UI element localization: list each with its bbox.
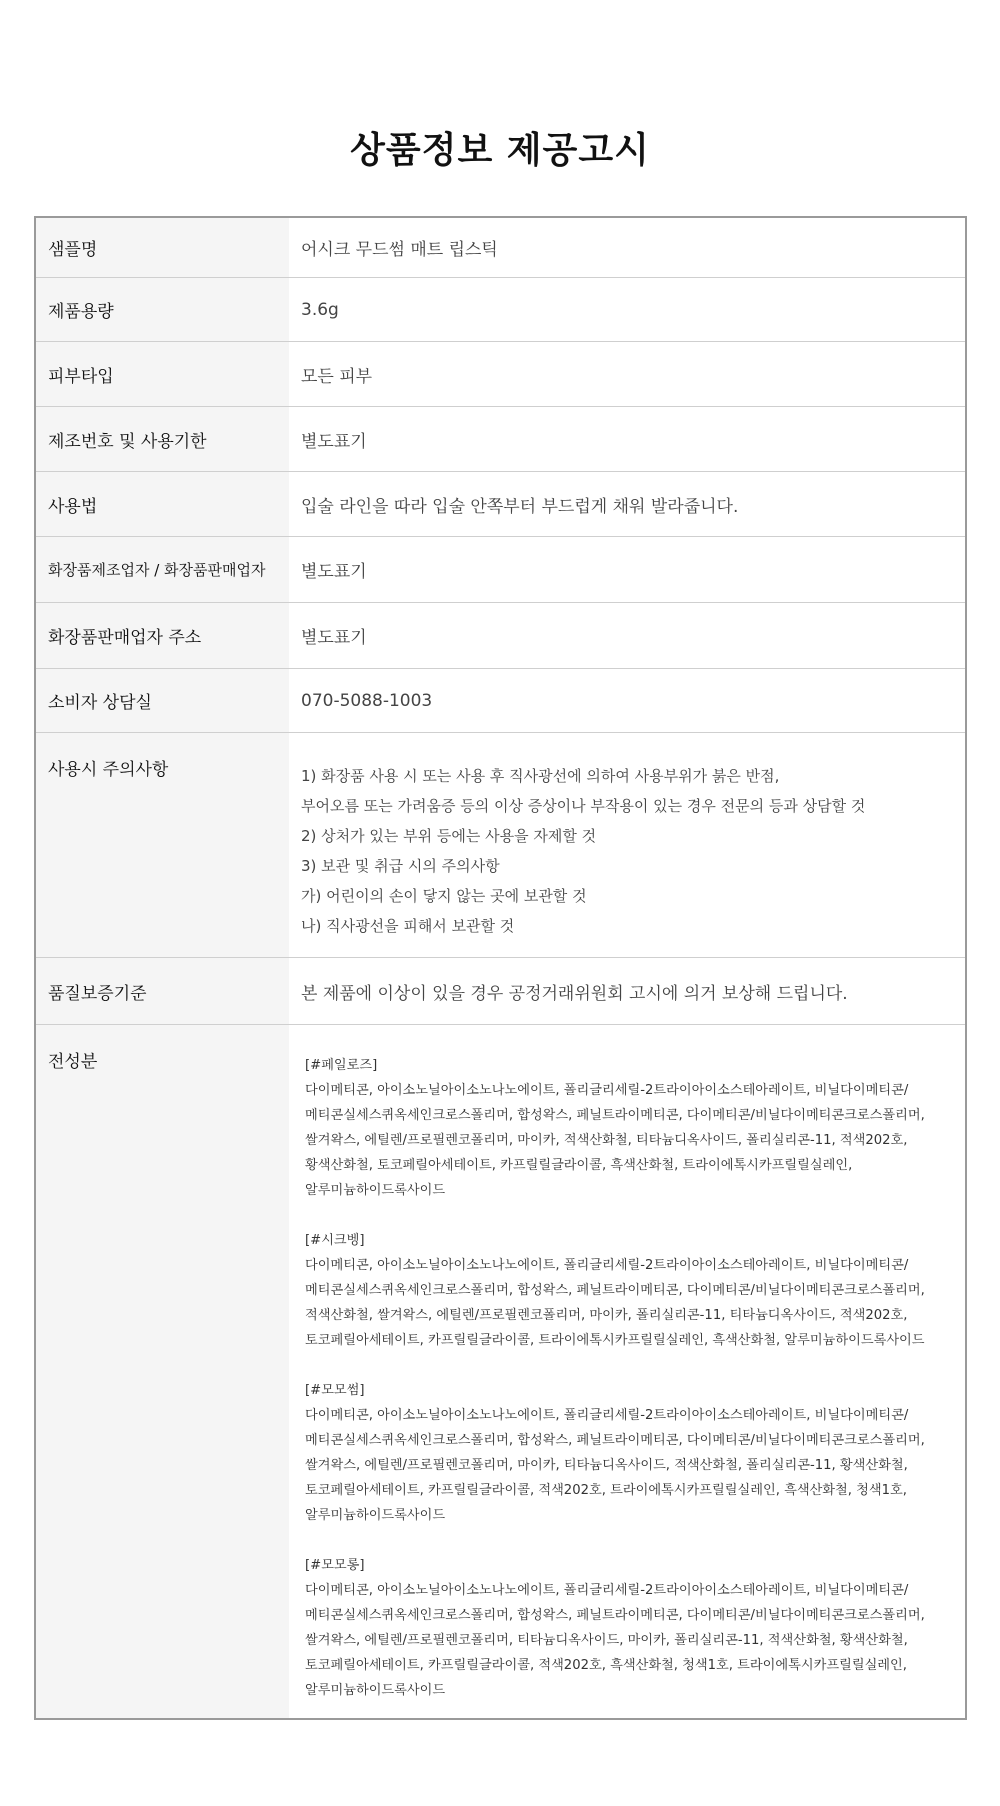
ingredient-block-momo-rong (301, 1553, 925, 1703)
row-label-skin-type: 피부타입 (36, 342, 289, 407)
ingredient-line: 쌀겨왁스, 에틸렌/프로필렌코폴리머, 마이카, 티타늄디옥사이드, 적색산화철, 폴리실리콘-11, 황색산화철, (305, 1458, 908, 1473)
row-value-usage: 입술 라인을 따라 입술 안쪽부터 부드럽게 채워 발라줍니다. (289, 472, 965, 537)
ingredient-block-momo-some (301, 1378, 925, 1528)
ingredient-shade-name: [#페일로즈] (305, 1058, 378, 1073)
ingredient-line: 알루미늄하이드록사이드 (305, 1508, 446, 1523)
caution-line: 나) 직사광선을 피해서 보관할 것 (301, 917, 515, 935)
ingredient-line: 쌀겨왁스, 에틸렌/프로필렌코폴리머, 마이카, 적색산화철, 티타늄디옥사이드, 폴리실리콘-11, 적색202호, (305, 1133, 908, 1148)
caution-line: 부어오름 또는 가려움증 등의 이상 증상이나 부작용이 있는 경우 전문의 등과 상담할 것 (301, 797, 866, 815)
ingredient-line: 토코페릴아세테이트, 카프릴릴글라이콜, 적색202호, 트라이에톡시카프릴릴실레인, 흑색산화철, 청색1호, (305, 1483, 907, 1498)
row-label-quality: 품질보증기준 (36, 958, 289, 1025)
row-value-capacity: 3.6g (289, 278, 965, 342)
ingredient-line: 메티콘실세스퀴옥세인크로스폴리머, 합성왁스, 페닐트라이메티콘, 다이메티콘/비닐다이메티콘크로스폴리머, (305, 1108, 925, 1123)
row-label-manufacturer: 화장품제조업자 / 화장품판매업자 (36, 537, 289, 603)
ingredient-line: 토코페릴아세테이트, 카프릴릴글라이콜, 트라이에톡시카프릴릴실레인, 흑색산화철, 알루미늄하이드록사이드 (305, 1333, 925, 1348)
row-label-capacity: 제품용량 (36, 278, 289, 342)
ingredient-line: 다이메티콘, 아이소노닐아이소노나노에이트, 폴리글리세릴-2트라이아이소스테아레이트, 비닐다이메티콘/ (305, 1583, 909, 1598)
row-value-quality: 본 제품에 이상이 있을 경우 공정거래위원회 고시에 의거 보상해 드립니다. (289, 958, 965, 1025)
ingredient-shade-name: [#시크벵] (305, 1233, 365, 1248)
ingredient-line: 다이메티콘, 아이소노닐아이소노나노에이트, 폴리글리세릴-2트라이아이소스테아레이트, 비닐다이메티콘/ (305, 1258, 909, 1273)
ingredient-line: 메티콘실세스퀴옥세인크로스폴리머, 합성왁스, 페닐트라이메티콘, 다이메티콘/비닐다이메티콘크로스폴리머, (305, 1283, 925, 1298)
product-info-table (34, 216, 967, 1720)
ingredient-line: 알루미늄하이드록사이드 (305, 1683, 446, 1698)
row-label-ingredients: 전성분 (36, 1025, 289, 1718)
ingredient-block-chic-beige (301, 1228, 925, 1353)
ingredient-line: 메티콘실세스퀴옥세인크로스폴리머, 합성왁스, 페닐트라이메티콘, 다이메티콘/비닐다이메티콘크로스폴리머, (305, 1608, 925, 1623)
row-value-lot-expiry: 별도표기 (289, 407, 965, 472)
row-value-manufacturer: 별도표기 (289, 537, 965, 603)
row-value-customer-service: 070-5088-1003 (289, 669, 965, 733)
ingredient-line: 다이메티콘, 아이소노닐아이소노나노에이트, 폴리글리세릴-2트라이아이소스테아레이트, 비닐다이메티콘/ (305, 1083, 909, 1098)
ingredient-line: 메티콘실세스퀴옥세인크로스폴리머, 합성왁스, 페닐트라이메티콘, 다이메티콘/비닐다이메티콘크로스폴리머, (305, 1433, 925, 1448)
caution-line: 가) 어린이의 손이 닿지 않는 곳에 보관할 것 (301, 887, 587, 905)
row-value-ingredients (289, 1025, 965, 1718)
ingredient-shade-name: [#모모롱] (305, 1558, 365, 1573)
row-label-lot-expiry: 제조번호 및 사용기한 (36, 407, 289, 472)
row-label-customer-service: 소비자 상담실 (36, 669, 289, 733)
row-value-sample-name: 어시크 무드썸 매트 립스틱 (289, 218, 965, 278)
caution-line: 3) 보관 및 취급 시의 주의사항 (301, 857, 500, 875)
row-label-sample-name: 샘플명 (36, 218, 289, 278)
ingredient-line: 다이메티콘, 아이소노닐아이소노나노에이트, 폴리글리세릴-2트라이아이소스테아레이트, 비닐다이메티콘/ (305, 1408, 909, 1423)
ingredient-block-pale-rose (301, 1053, 925, 1203)
row-value-skin-type: 모든 피부 (289, 342, 965, 407)
ingredient-line: 쌀겨왁스, 에틸렌/프로필렌코폴리머, 티타늄디옥사이드, 마이카, 폴리실리콘-11, 적색산화철, 황색산화철, (305, 1633, 908, 1648)
row-label-caution: 사용시 주의사항 (36, 733, 289, 958)
page-title: 상품정보 제공고시 (350, 130, 650, 172)
ingredient-line: 토코페릴아세테이트, 카프릴릴글라이콜, 적색202호, 흑색산화철, 청색1호, 트라이에톡시카프릴릴실레인, (305, 1658, 907, 1673)
row-label-usage: 사용법 (36, 472, 289, 537)
row-label-seller-address: 화장품판매업자 주소 (36, 603, 289, 669)
row-value-seller-address: 별도표기 (289, 603, 965, 669)
caution-line: 2) 상처가 있는 부위 등에는 사용을 자제할 것 (301, 827, 597, 845)
ingredient-shade-name: [#모모썸] (305, 1383, 365, 1398)
ingredient-line: 황색산화철, 토코페릴아세테이트, 카프릴릴글라이콜, 흑색산화철, 트라이에톡시카프릴릴실레인, (305, 1158, 853, 1173)
row-value-caution (289, 733, 965, 958)
ingredient-line: 알루미늄하이드록사이드 (305, 1183, 446, 1198)
caution-line: 1) 화장품 사용 시 또는 사용 후 직사광선에 의하여 사용부위가 붉은 반점, (301, 767, 780, 785)
ingredient-line: 적색산화철, 쌀겨왁스, 에틸렌/프로필렌코폴리머, 마이카, 폴리실리콘-11, 티타늄디옥사이드, 적색202호, (305, 1308, 908, 1323)
